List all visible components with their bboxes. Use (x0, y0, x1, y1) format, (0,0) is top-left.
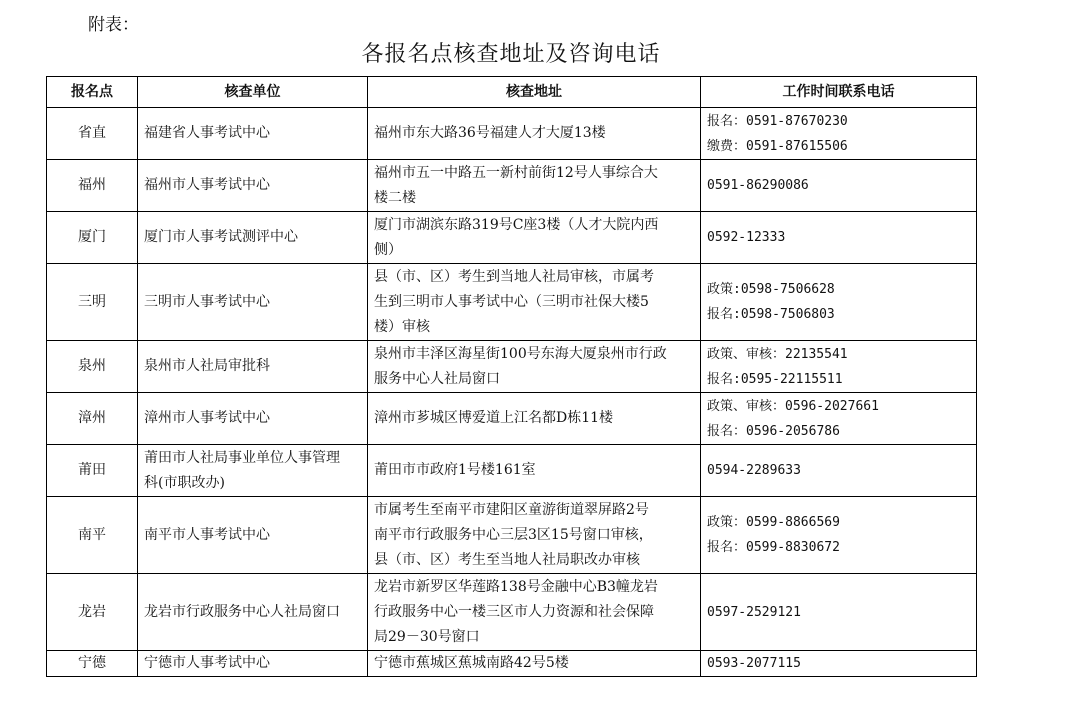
cell-unit (138, 341, 368, 393)
cell-address-line: 莆田市市政府1号楼161室 (374, 462, 536, 478)
table-row (47, 160, 977, 212)
cell-unit-line: 龙岩市行政服务中心人社局窗口 (144, 603, 340, 620)
cell-address-line: 漳州市芗城区博爱道上江名都D栋11楼 (374, 410, 614, 426)
cell-phone (701, 264, 977, 341)
cell-address (368, 497, 701, 574)
cell-phone-line: 政策、审核：0596-2027661 (707, 398, 879, 414)
cell-site: 漳州 (47, 393, 138, 445)
cell-unit (138, 574, 368, 651)
table-row (47, 497, 977, 574)
header-phone: 工作时间联系电话 (701, 77, 977, 108)
cell-unit-line: 福建省人事考试中心 (144, 125, 270, 141)
cell-phone-line: 0597-2529121 (707, 604, 801, 620)
cell-unit (138, 497, 368, 574)
cell-unit (138, 445, 368, 497)
cell-phone-line: 缴费：0591-87615506 (707, 138, 848, 154)
contact-table (46, 76, 977, 677)
cell-phone (701, 651, 977, 677)
cell-phone (701, 212, 977, 264)
cell-site: 省直 (47, 108, 138, 160)
cell-address-line: 福州市五一中路五一新村前街12号人事综合大 (374, 164, 658, 181)
table-row (47, 393, 977, 445)
cell-address-line: 泉州市丰泽区海星街100号东海大厦泉州市行政 (374, 345, 667, 362)
cell-address-line: 楼）审核 (374, 318, 430, 335)
cell-unit-line: 漳州市人事考试中心 (144, 410, 270, 426)
cell-unit-line: 泉州市人社局审批科 (144, 358, 270, 374)
table-row (47, 212, 977, 264)
cell-address (368, 393, 701, 445)
cell-phone-line: 报名：0596-2056786 (707, 423, 840, 439)
cell-address-line: 县（市、区）考生到当地人社局审核，市属考 (374, 268, 654, 285)
cell-address (368, 574, 701, 651)
cell-address-line: 生到三明市人事考试中心（三明市社保大楼5 (374, 293, 649, 310)
cell-phone-line: 政策：0599-8866569 (707, 515, 840, 530)
cell-address-line: 楼二楼 (374, 189, 416, 206)
cell-site: 南平 (47, 497, 138, 574)
cell-phone (701, 393, 977, 445)
cell-address (368, 264, 701, 341)
table-row (47, 108, 977, 160)
cell-site: 福州 (47, 160, 138, 212)
cell-phone-line: 报名:0598-7506803 (707, 307, 835, 322)
cell-unit (138, 393, 368, 445)
cell-site: 泉州 (47, 341, 138, 393)
cell-unit-line: 南平市人事考试中心 (144, 526, 270, 543)
cell-site: 宁德 (47, 651, 138, 677)
cell-phone-line: 报名：0599-8830672 (707, 540, 840, 555)
cell-unit-line: 福州市人事考试中心 (144, 177, 270, 193)
cell-address-line: 服务中心人社局窗口 (374, 370, 500, 387)
cell-unit (138, 160, 368, 212)
cell-phone-line: 0592-12333 (707, 230, 786, 245)
cell-unit (138, 651, 368, 677)
table-row (47, 445, 977, 497)
cell-unit-line: 科(市职改办) (144, 474, 225, 491)
table-header-row (47, 77, 977, 108)
cell-phone-line: 政策:0598-7506628 (707, 282, 835, 297)
cell-address (368, 212, 701, 264)
table-row (47, 651, 977, 677)
cell-address-line: 南平市行政服务中心三层3区15号窗口审核， (374, 526, 653, 543)
cell-site: 莆田 (47, 445, 138, 497)
cell-unit-line: 三明市人事考试中心 (144, 293, 270, 310)
cell-phone (701, 445, 977, 497)
table-row (47, 574, 977, 651)
page-title: 各报名点核查地址及咨询电话 (361, 42, 661, 67)
header-site: 报名点 (47, 77, 138, 108)
cell-phone-line: 0594-2289633 (707, 463, 801, 478)
cell-phone (701, 497, 977, 574)
cell-address (368, 160, 701, 212)
cell-unit (138, 212, 368, 264)
cell-unit (138, 264, 368, 341)
cell-address (368, 108, 701, 160)
cell-site: 龙岩 (47, 574, 138, 651)
cell-address-line: 厦门市湖滨东路319号C座3楼（人才大院内西 (374, 216, 659, 233)
cell-address-line: 局29－30号窗口 (374, 628, 480, 645)
cell-phone (701, 341, 977, 393)
cell-phone (701, 574, 977, 651)
cell-address-line: 宁德市蕉城区蕉城南路42号5楼 (374, 655, 569, 671)
cell-unit (138, 108, 368, 160)
cell-phone-line: 政策、审核：22135541 (707, 346, 848, 362)
cell-phone-line: 报名:0595-22115511 (707, 371, 843, 387)
cell-unit-line: 莆田市人社局事业单位人事管理 (144, 449, 340, 466)
cell-phone-line: 0593-2077115 (707, 656, 801, 671)
cell-unit-line: 宁德市人事考试中心 (144, 655, 270, 671)
cell-phone-line: 报名：0591-87670230 (707, 113, 848, 129)
cell-phone-line: 0591-86290086 (707, 178, 809, 193)
cell-site: 三明 (47, 264, 138, 341)
cell-address (368, 445, 701, 497)
table-row (47, 264, 977, 341)
cell-unit-line: 厦门市人事考试测评中心 (144, 229, 298, 245)
cell-phone (701, 160, 977, 212)
cell-address-line: 县（市、区）考生至当地人社局职改办审核 (374, 551, 640, 568)
header-unit: 核查单位 (138, 77, 368, 108)
cell-address (368, 341, 701, 393)
header-address: 核查地址 (368, 77, 701, 108)
cell-address-line: 福州市东大路36号福建人才大厦13楼 (374, 125, 606, 141)
cell-address-line: 市属考生至南平市建阳区童游街道翠屏路2号 (374, 501, 649, 518)
table-row (47, 341, 977, 393)
cell-phone (701, 108, 977, 160)
cell-address (368, 651, 701, 677)
cell-address-line: 龙岩市新罗区华莲路138号金融中心B3幢龙岩 (374, 578, 658, 595)
appendix-label: 附表： (88, 15, 139, 35)
cell-site: 厦门 (47, 212, 138, 264)
cell-address-line: 侧） (374, 241, 402, 258)
cell-address-line: 行政服务中心一楼三区市人力资源和社会保障 (374, 603, 654, 620)
